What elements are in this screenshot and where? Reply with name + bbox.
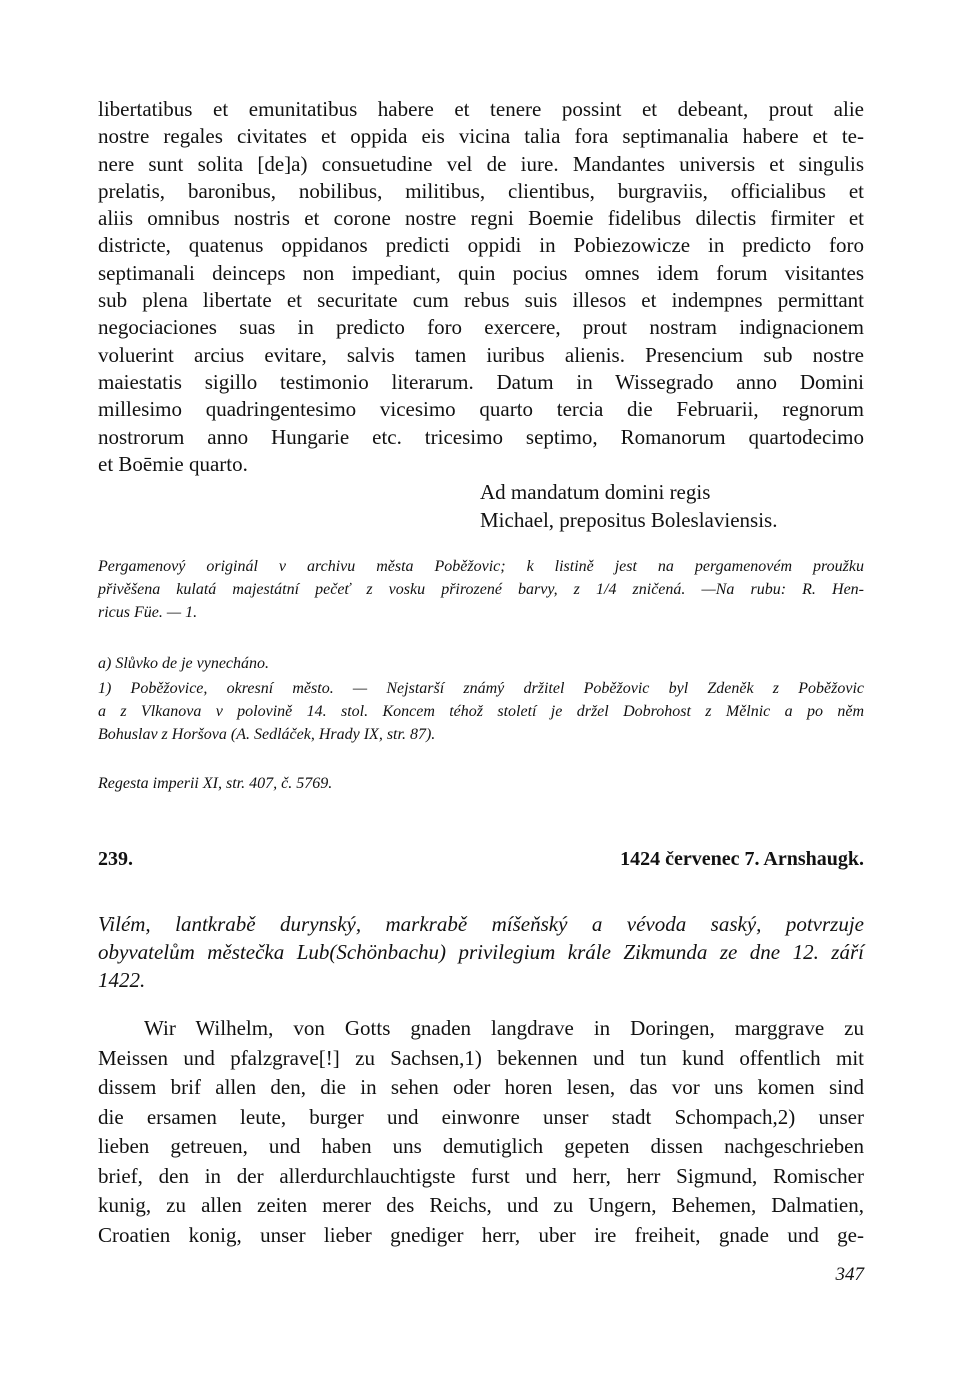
footnote-line-text: a z Vlkanova v polovině 14. stol. Koncem téhož století je držel Dobrohost z Mělnic a po něm xyxy=(98,703,864,720)
footnote-line-text: Bohuslav z Horšova (A. Sedláček, Hrady IX, str. 87). xyxy=(98,726,436,743)
signature-line-1: Ad mandatum domini regis xyxy=(480,480,711,504)
charter-line: Croatien konig, unser lieber gnediger herr, uber ire freiheit, gnade und ge- xyxy=(98,1222,864,1247)
charter-line: lieben getreuen, und haben uns demutiglich gepeten dissen nachgeschrieben xyxy=(98,1134,864,1158)
regest-line: 1422. xyxy=(98,968,146,992)
regesta-reference xyxy=(98,772,864,795)
archival-note xyxy=(98,555,864,624)
charter-line xyxy=(98,1014,864,1044)
note-line: ricus Füe. — 1. xyxy=(98,604,198,621)
text-line: sub plena libertate et securitate cum rebus suis illesos et indempnes permittant xyxy=(98,288,864,313)
page-number: 347 xyxy=(835,1264,864,1285)
text-line: nostrorum anno Hungarie etc. tricesimo septimo, Romanorum quartodecimo xyxy=(98,424,864,449)
text-line: districte, quatenus oppidanos predicti oppidi in Pobiezowicze in predicto foro xyxy=(98,233,864,258)
document-date-place: 1424 červenec 7. Arnshaugk. xyxy=(620,848,864,870)
footnote-line xyxy=(98,677,864,700)
text-line: nostre regales civitates et oppida eis vicina talia fora septimanalia habere et te- xyxy=(98,124,864,149)
text-line: et Boēmie quarto. xyxy=(98,451,248,476)
text-line: prelatis, baronibus, nobilibus, militibus, clientibus, burgraviis, officialibus et xyxy=(98,178,864,203)
footnote-line-text: 1) Poběžovice, okresní město. — Nejstarší známý držitel Poběžovic byl Zdeněk z Poběžovic xyxy=(98,680,864,697)
document-number: 239. xyxy=(98,848,133,870)
charter-line: brief, den in der allerdurchlauchtigste furst und herr, herr Sigmund, Romischer xyxy=(98,1163,864,1188)
regest-summary xyxy=(98,910,864,994)
text-line: millesimo quadringentesimo vicesimo quarto tercia die Februarii, regnorum xyxy=(98,397,864,422)
text-line: aliis omnibus nostris et corone nostre regni Boemie fidelibus dilectis firmiter et xyxy=(98,206,864,231)
footnote-1 xyxy=(98,677,864,746)
note-line: přivěšena kulatá majestátní pečeť z vosku přirozené barvy, z 1/4 zničená. —Na rubu: R. Hen- xyxy=(98,581,864,598)
text-line: negociaciones suas in predicto foro exercere, prout nostram indignacionem xyxy=(98,315,864,340)
regesta-text: Regesta imperii XI, str. 407, č. 5769. xyxy=(98,775,333,792)
note-line: Pergamenový originál v archivu města Poběžovic; k listině jest na pergamenovém proužku xyxy=(98,558,864,575)
text-line: maiestatis sigillo testimonio literarum. Datum in Wissegrado anno Domini xyxy=(98,369,864,394)
charter-line-text: Wir Wilhelm, von Gotts gnaden langdrave in Doringen, marggrave zu xyxy=(144,1016,864,1040)
charter-line: Meissen und pfalzgrave[!] zu Sachsen,1) bekennen und tun kund offentlich mit xyxy=(98,1045,864,1070)
text-line: septimanali deinceps non impediant, quin pocius omnes idem forum visitantes xyxy=(98,260,864,285)
signature-block xyxy=(480,478,777,534)
footnote-a-text: a) Slůvko de je vynecháno. xyxy=(98,655,270,672)
charter-line: die ersamen leute, burger und einwonre unser stadt Schompach,2) unser xyxy=(98,1104,864,1129)
charter-line: kunig, zu allen zeiten merer des Reichs, und zu Ungern, Behemen, Dalmatien, xyxy=(98,1193,864,1217)
charter-text xyxy=(98,1014,864,1250)
signature-line-2: Michael, prepositus Boleslaviensis. xyxy=(480,508,778,532)
footnote-a xyxy=(98,652,864,675)
text-line: libertatibus et emunitatibus habere et tenere possint et debeant, prout alie xyxy=(98,97,864,121)
charter-line: dissem brif allen den, die in sehen oder horen lesen, das vor uns komen sind xyxy=(98,1075,864,1099)
footnote-line xyxy=(98,723,864,746)
regest-line: obyvatelům městečka Lub(Schönbachu) privilegium krále Zikmunda ze dne 12. září xyxy=(98,940,864,964)
regest-line: Vilém, lantkrabě durynský, markrabě míšeňský a vévoda saský, potvrzuje xyxy=(98,912,864,936)
footnote-line xyxy=(98,700,864,723)
text-line: nere sunt solita [de]a) consuetudine vel de iure. Mandantes universis et singulis xyxy=(98,151,864,176)
text-line: voluerint arcius evitare, salvis tamen iuribus alienis. Presencium sub nostre xyxy=(98,342,864,367)
main-text-block xyxy=(98,96,864,478)
